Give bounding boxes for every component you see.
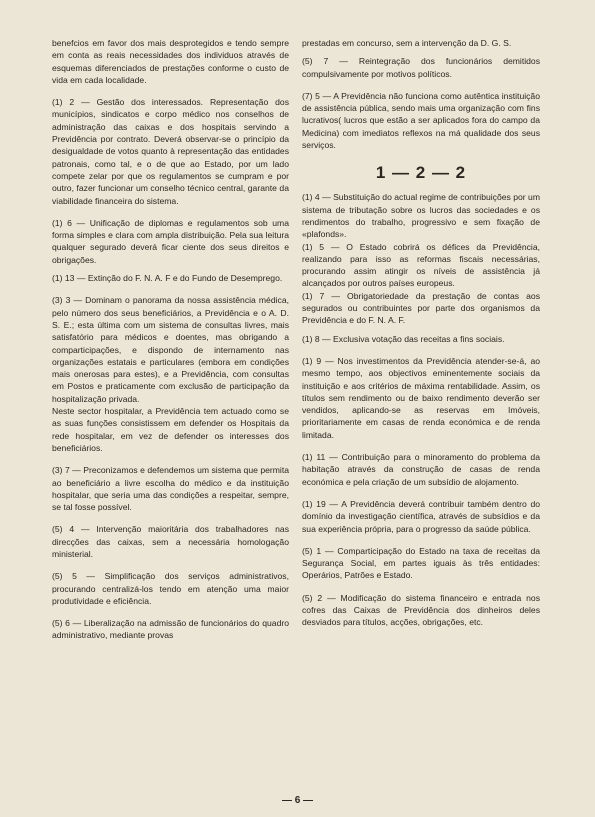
right-column: [302, 37, 540, 629]
paragraph: (5) 2 — Modificação do sistema financeiro e entrada nos cofres das Caixas de Previdência dos dinheiros deles desviados para títulos, acções, obrigações, etc.: [302, 592, 540, 628]
paragraph: (1) 4 — Substituição do actual regime de contribuições por um sistema de tributação sobre os lucros das sociedades e os rendimentos do trabalho, progressivo e sem fixação de «plafonds».: [302, 192, 540, 240]
paragraph: (1) 5 — O Estado cobrirá os défices da Previdência, realizando para isso as reformas fiscais necessárias, procurando assim atingir os níveis de assistência já alcançados por outros países europeus.: [302, 241, 540, 289]
paragraph: (5) 6 — Liberalização na admissão de funcionários do quadro administrativo, mediante provas: [52, 618, 289, 641]
paragraph: (1) 2 — Gestão dos interessados. Representação dos municípios, sindicatos e corpo médico nos conselhos de administração das caixas e dos hospitais servindo a Previdência por contrato. Deverá observar-se o princípio da desigualdade de votos quanto à representação das entidades patronais, como tal, e o de que ao Estado, por um lado compete zelar por que os regulamentos se cumpram e por outro, fazer funcionar um conselho técnico central, garante da viabilidade financeira do sistema.: [52, 97, 289, 206]
paragraph: (1) 19 — A Previdência deverá contribuir também dentro do domínio da investigação científica, através de subsídios e da sua experiência própria, para o progresso da saúde pública.: [302, 498, 540, 534]
paragraph: (1) 11 — Contribuição para o minoramento do problema da habitação através da construção de casas de renda económica e pela criação de um subsídio de alojamento.: [302, 452, 540, 487]
paragraph: (1) 6 — Unificação de diplomas e regulamentos sob uma forma simples e clara com ampla distribuição. Pela sua leitura qualquer segurado deverá ficar ciente dos seus direitos e obrigações.: [52, 217, 289, 265]
paragraph: (1) 13 — Extinção do F. N. A. F e do Fundo de Desemprego.: [52, 273, 283, 284]
paragraph: (1) 9 — Nos investimentos da Previdência atender-se-á, ao mesmo tempo, aos objectivos eminentemente sociais da instituição e aos critérios de máxima rentabilidade. Assim, os títulos sem rendimento ou de baixo rendimento deverão ser vendidos, aplicando-se as reservas em Imóveis, prioritariamente em casas de renda económica e de renda limitada.: [302, 355, 540, 440]
paragraph: (1) 8 — Exclusiva votação das receitas a fins sociais.: [302, 333, 505, 344]
paragraph: (1) 7 — Obrigatoriedade da prestação de contas aos segurados ou contribuintes por parte dos organismos da Previdência e do F. N. A. F.: [302, 290, 540, 326]
paragraph: prestadas em concurso, sem a intervenção da D. G. S.: [302, 38, 512, 48]
paragraph: benefcios em favor dos mais desprotegidos e tendo sempre em conta as reais necessidades dos individuos através de esquemas diferenciados de prestações conforme o custo de vida em cada localidade.: [52, 38, 289, 85]
paragraph: (7) 5 — A Previdência não funciona como autêntica instituição de assistência pública, sendo mais uma organização com fins lucrativos( lucros que estão a ser aplicados fora do campo da Medicina) com imediatos reflexos na má qualidade dos seus serviços.: [302, 90, 540, 151]
paragraph: (5) 5 — Simplificação dos serviços administrativos, procurando centralizá-los tendo em atenção uma maior produtividade e eficiência.: [52, 571, 289, 606]
section-heading: 1 — 2 — 2: [375, 163, 467, 183]
paragraph: (3) 7 — Preconizamos e defendemos um sistema que permita ao beneficiário a livre escolha do médico e da instituição hospitalar, que seria uma das condições a respeitar, sempre, se tal fosse possível.: [52, 465, 289, 513]
paragraph: (5) 4 — Intervenção maioritária dos trabalhadores nas direcções das caixas, sem a necessária homologação ministerial.: [52, 524, 289, 559]
page-number: — 6 —: [281, 795, 314, 806]
paragraph: (5) 1 — Comparticipação do Estado na taxa de receitas da Segurança Social, em partes iguais às três entidades: Operários, Patrões e Estado.: [302, 545, 540, 581]
paragraph: (5) 7 — Reintegração dos funcionários demitidos compulsivamente por motivos políticos.: [302, 56, 540, 79]
left-column: [52, 37, 289, 642]
paragraph: (3) 3 — Dominam o panorama da nossa assistência médica, pelo número dos seus beneficiários, a Previdência e o A. D. S. E.; esta última com um sistema de consultas livres, mais satisfatório para médicos e doentes, mas obrigando a comparticipações, e dispondo de internamento nas organizações estatais e particulares (embora em condições mais onerosas para estes), e a Previdência, com consultas em Postos e praticamente com exclusão de participação da hospitalização privada.: [52, 295, 289, 404]
paragraph: Neste sector hospitalar, a Previdência tem actuado como se as suas funções consistissem em defender os Hospitais da rede hospitalar, em vez de defender os interesses dos beneficiários.: [52, 406, 289, 453]
